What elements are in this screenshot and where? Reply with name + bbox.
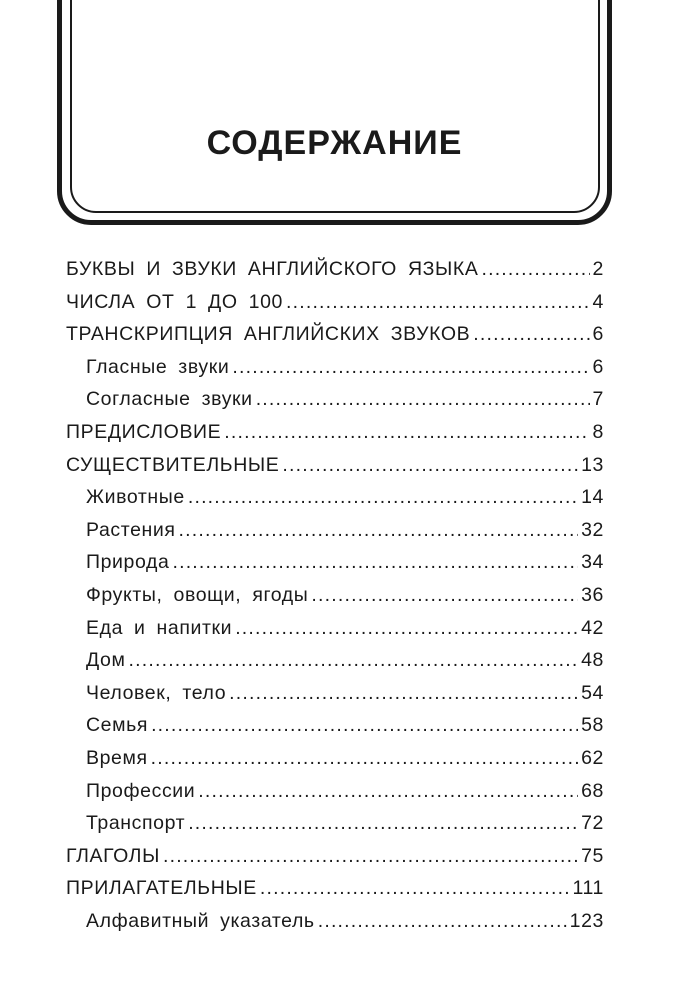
toc-entry-label: ЧИСЛА ОТ 1 ДО 100 — [66, 290, 283, 313]
toc-subentry[interactable] — [66, 481, 604, 514]
toc-page-number: 34 — [581, 551, 604, 574]
toc-entry-label: Согласные звуки — [86, 388, 253, 411]
toc-page-number: 58 — [581, 714, 604, 737]
toc-dot-leader — [198, 775, 578, 808]
toc-subentry[interactable] — [66, 807, 604, 840]
toc-subentry[interactable] — [66, 742, 604, 775]
toc-dot-leader — [260, 872, 570, 905]
toc-page-number: 72 — [581, 812, 604, 835]
toc-entry[interactable] — [66, 449, 604, 482]
toc-entry-label: Алфавитный указатель — [86, 909, 315, 932]
toc-dot-leader — [282, 449, 578, 482]
toc-entry-label: Фрукты, овощи, ягоды — [86, 583, 309, 606]
toc-page-number: 7 — [592, 388, 604, 411]
toc-entry-label: ТРАНСКРИПЦИЯ АНГЛИЙСКИХ ЗВУКОВ — [66, 323, 471, 346]
toc-subentry[interactable] — [66, 351, 604, 384]
toc-dot-leader — [232, 351, 589, 384]
toc-dot-leader — [473, 318, 589, 351]
toc-subentry[interactable] — [66, 775, 604, 808]
table-of-contents — [66, 253, 604, 937]
toc-subentry[interactable] — [66, 612, 604, 645]
toc-page-number: 32 — [581, 518, 604, 541]
toc-dot-leader — [179, 514, 579, 547]
toc-page-number: 68 — [581, 779, 604, 802]
toc-page-number: 54 — [581, 681, 604, 704]
toc-dot-leader — [256, 383, 590, 416]
toc-subentry[interactable] — [66, 644, 604, 677]
toc-dot-leader — [311, 579, 578, 612]
toc-page-number: 75 — [581, 844, 604, 867]
toc-dot-leader — [235, 612, 578, 645]
toc-subentry[interactable] — [66, 383, 604, 416]
toc-dot-leader — [229, 677, 578, 710]
toc-page-number: 8 — [592, 420, 604, 443]
toc-page-number: 13 — [581, 453, 604, 476]
toc-page-number: 62 — [581, 746, 604, 769]
toc-subentry[interactable] — [66, 677, 604, 710]
toc-entry-label: Гласные звуки — [86, 355, 230, 378]
page-title: СОДЕРЖАНИЕ — [206, 124, 463, 162]
toc-page-number: 4 — [592, 290, 604, 313]
toc-subentry[interactable] — [66, 514, 604, 547]
toc-entry[interactable] — [66, 286, 604, 319]
toc-entry-label: Человек, тело — [86, 681, 227, 704]
toc-entry-label: Еда и напитки — [86, 616, 233, 639]
toc-entry-label: Животные — [86, 486, 185, 509]
toc-page-number: 2 — [592, 258, 604, 280]
toc-dot-leader — [163, 840, 578, 873]
toc-page-number: 48 — [581, 649, 604, 672]
toc-dot-leader — [151, 709, 578, 742]
toc-page-number: 6 — [592, 323, 604, 346]
toc-entry-label: ПРЕДИСЛОВИЕ — [66, 420, 222, 443]
toc-entry-label: СУЩЕСТВИТЕЛЬНЫЕ — [66, 453, 280, 476]
toc-page-number: 42 — [581, 616, 604, 639]
toc-dot-leader — [188, 481, 578, 514]
toc-subentry[interactable] — [66, 905, 604, 938]
toc-entry-label: БУКВЫ И ЗВУКИ АНГЛИЙСКОГО ЯЗЫКА — [66, 258, 479, 280]
toc-entry-label: Природа — [86, 551, 170, 574]
toc-dot-leader — [172, 546, 578, 579]
toc-entry-label: Время — [86, 746, 148, 769]
toc-page-number: 36 — [581, 583, 604, 606]
toc-entry[interactable] — [66, 318, 604, 351]
toc-page-number: 111 — [572, 877, 604, 900]
toc-dot-leader — [318, 905, 567, 938]
toc-entry[interactable] — [66, 872, 604, 905]
toc-subentry[interactable] — [66, 546, 604, 579]
toc-dot-leader — [286, 286, 590, 319]
toc-entry-label: Транспорт — [86, 812, 186, 835]
toc-dot-leader — [128, 644, 578, 677]
toc-entry[interactable] — [66, 840, 604, 873]
toc-entry-label: ПРИЛАГАТЕЛЬНЫЕ — [66, 877, 257, 900]
toc-dot-leader — [224, 416, 589, 449]
toc-subentry[interactable] — [66, 709, 604, 742]
toc-dot-leader — [188, 807, 578, 840]
toc-page-number: 123 — [569, 909, 604, 932]
toc-page-number: 14 — [581, 486, 604, 509]
toc-entry-label: Дом — [86, 649, 126, 672]
toc-dot-leader — [481, 253, 589, 286]
toc-entry[interactable] — [66, 416, 604, 449]
toc-entry-label: Профессии — [86, 779, 196, 802]
toc-page-number: 6 — [592, 355, 604, 378]
toc-subentry[interactable] — [66, 579, 604, 612]
toc-dot-leader — [151, 742, 578, 775]
toc-entry-label: Семья — [86, 714, 149, 737]
title-frame-inner — [70, 0, 600, 213]
toc-entry[interactable] — [66, 253, 604, 286]
toc-entry-label: ГЛАГОЛЫ — [66, 844, 160, 867]
toc-entry-label: Растения — [86, 518, 176, 541]
